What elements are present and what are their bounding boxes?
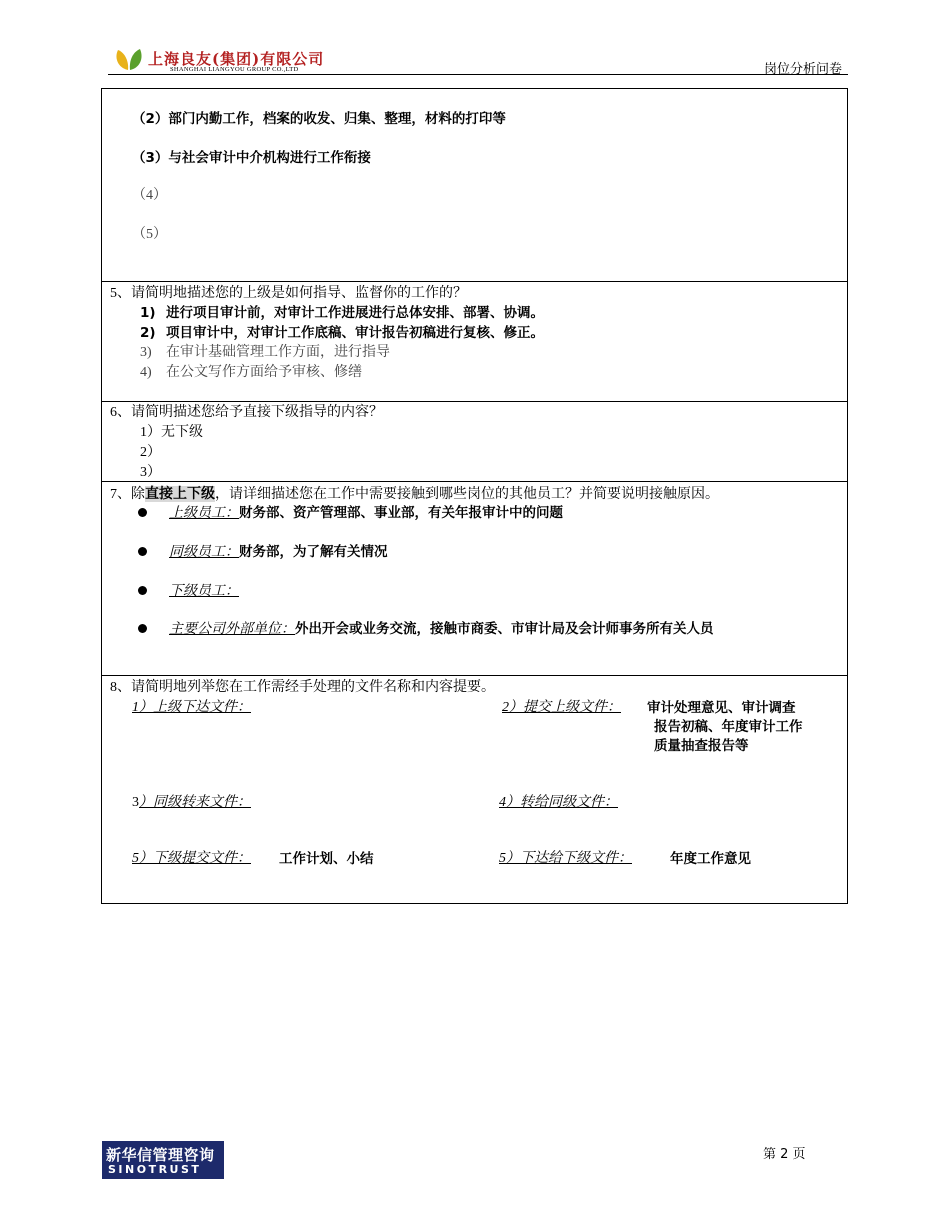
q7-item-4-label: 主要公司外部单位： <box>169 622 295 637</box>
q8-file-5-text: 工作计划、小结 <box>279 851 374 867</box>
q7-item-2 <box>169 543 388 562</box>
q7-item-4 <box>169 620 714 639</box>
company-name-en: SHANGHAI LIANGYOU GROUP CO.,LTD <box>170 66 299 73</box>
q7-item-1-label: 上级员工： <box>169 506 239 521</box>
bullet-icon <box>138 586 147 595</box>
row-divider <box>101 281 848 282</box>
q8-file-2-text-3: 质量抽查报告等 <box>654 738 749 754</box>
duty-item-2: （2）部门内勤工作，档案的收发、归集、整理，材料的打印等 <box>132 111 506 127</box>
q7-question <box>110 485 719 504</box>
q7-question-suffix: ，请详细描述您在工作中需要接触到哪些岗位的其他员工？并简要说明接触原因。 <box>215 487 719 502</box>
doc-title: 岗位分析问卷 <box>763 62 842 77</box>
q5-answer-1: 进行项目审计前，对审计工作进展进行总体安排、部署、协调。 <box>166 305 544 321</box>
q8-file-1-label: 1）上级下达文件： <box>132 700 251 715</box>
q6-answer-1: 1）无下级 <box>140 425 203 440</box>
q5-question: 5、请简明地描述您的上级是如何指导、监督你的工作的？ <box>110 286 467 301</box>
q5-answer-2: 项目审计中，对审计工作底稿、审计报告初稿进行复核、修正。 <box>166 325 544 341</box>
q7-item-3-label: 下级员工： <box>169 584 239 599</box>
q6-answer-3: 3） <box>140 465 161 480</box>
q7-item-2-text: 财务部，为了解有关情况 <box>239 544 388 560</box>
q5-answer-3: 在审计基础管理工作方面，进行指导 <box>166 345 390 360</box>
q7-question-highlight: 直接上下级 <box>145 486 215 502</box>
header-rule <box>108 74 848 75</box>
sinotrust-logo <box>102 1141 224 1179</box>
q8-file-2-text-1: 审计处理意见、审计调查 <box>647 700 796 716</box>
duty-item-5: （5） <box>132 227 167 242</box>
bullet-icon <box>138 508 147 517</box>
q5-answer-2-num: 2) <box>140 325 156 341</box>
q7-item-1 <box>169 504 563 523</box>
page-number: 第 2 页 <box>763 1147 806 1162</box>
sinotrust-logo-en: SINOTRUST <box>108 1163 202 1176</box>
bullet-icon <box>138 547 147 556</box>
q6-question: 6、请简明描述您给予直接下级指导的内容？ <box>110 405 383 420</box>
duty-item-4: （4） <box>132 188 167 203</box>
q7-question-prefix: 7、除 <box>110 487 145 502</box>
q8-file-3-num: 3 <box>132 795 139 810</box>
company-logo-icon <box>114 46 144 72</box>
q5-answer-1-num: 1) <box>140 305 156 321</box>
q8-file-3-label: ）同级转来文件： <box>139 795 251 810</box>
q8-file-4-label: 4）转给同级文件： <box>499 795 618 810</box>
q5-answer-4-num: 4) <box>140 365 152 380</box>
q5-answer-4: 在公文写作方面给予审核、修缮 <box>166 365 362 380</box>
q8-file-2-text-2: 报告初稿、年度审计工作 <box>654 719 803 735</box>
q5-answer-3-num: 3) <box>140 345 152 360</box>
q7-item-1-text: 财务部、资产管理部、事业部，有关年报审计中的问题 <box>239 505 563 521</box>
row-divider <box>101 401 848 402</box>
row-divider <box>101 481 848 482</box>
row-divider <box>101 675 848 676</box>
q7-item-2-label: 同级员工： <box>169 545 239 560</box>
q7-item-4-text: 外出开会或业务交流，接触市商委、市审计局及会计师事务所有关人员 <box>295 621 714 637</box>
q8-file-6-text: 年度工作意见 <box>670 851 751 867</box>
q8-file-2-label: 2）提交上级文件： <box>502 700 621 715</box>
sinotrust-logo-cn: 新华信管理咨询 <box>106 1146 215 1164</box>
company-name-cn: 上海良友(集团)有限公司 <box>148 50 325 68</box>
bullet-icon <box>138 624 147 633</box>
q7-item-3 <box>169 582 239 601</box>
q8-question: 8、请简明地列举您在工作需经手处理的文件名称和内容提要。 <box>110 680 495 695</box>
duty-item-3: （3）与社会审计中介机构进行工作衔接 <box>132 150 371 166</box>
q8-file-3 <box>132 794 251 812</box>
q8-file-6-label: 5）下达给下级文件： <box>499 851 632 866</box>
q8-file-5-label: 5）下级提交文件： <box>132 851 251 866</box>
q6-answer-2: 2） <box>140 445 161 460</box>
